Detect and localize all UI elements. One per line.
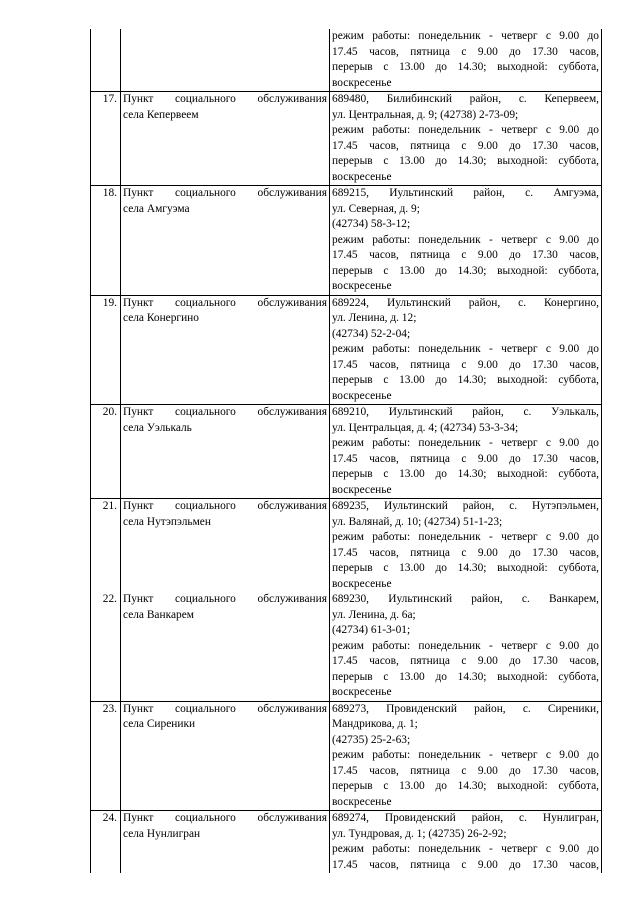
table-row [91, 405, 602, 499]
schedule-line: 17.45 часов, пятница с 9.00 до 17.30 часов, [332, 452, 599, 465]
schedule-line: воскресенье [332, 280, 392, 292]
row-address [330, 29, 602, 92]
address-line: ул. Северная, д. 9; [332, 202, 420, 215]
schedule-line: воскресенье [332, 577, 392, 590]
row-number: 21. [91, 499, 121, 593]
row-name [121, 701, 330, 811]
name-line: села Сиреники [123, 718, 196, 730]
address-line: (42735) 25-2-63; [332, 733, 411, 746]
schedule-line: воскресенье [332, 76, 392, 89]
schedule-line: режим работы: понедельник - четверг с 9.00 до [332, 233, 599, 246]
row-name [121, 186, 330, 296]
row-name [121, 29, 330, 92]
schedule-line: 17.45 часов, пятница с 9.00 до 17.30 часов, [332, 45, 599, 58]
schedule-line: 17.45 часов, пятница с 9.00 до 17.30 часов, [332, 249, 599, 261]
table-row [91, 186, 602, 296]
schedule-line: перерыв с 13.00 до 14.30; выходной: суббота, [332, 468, 599, 480]
row-number: 23. [91, 701, 121, 811]
name-line: Пункт социального обслуживания [123, 187, 327, 199]
row-number: 17. [91, 92, 121, 186]
name-line: Пункт социального обслуживания [123, 702, 327, 715]
row-number [91, 29, 121, 92]
name-line: Пункт социального обслуживания [123, 500, 327, 512]
row-name [121, 592, 330, 701]
row-address [330, 811, 602, 874]
row-name [121, 499, 330, 593]
row-number: 18. [91, 186, 121, 296]
name-line: села Кепервеем [123, 108, 199, 121]
row-number: 22. [91, 592, 121, 701]
schedule-line: режим работы: понедельник - четверг с 9.00 до [332, 437, 599, 449]
schedule-line: режим работы: понедельник - четверг с 9.00 до [332, 639, 599, 652]
name-line: села Амгуэма [123, 202, 190, 215]
schedule-line: перерыв с 13.00 до 14.30; выходной: суббота, [332, 374, 599, 386]
row-number: 20. [91, 405, 121, 499]
schedule-line: 17.45 часов, пятница с 9.00 до 17.30 часов, [332, 858, 599, 871]
address-line: ул. Ленина, д. 12; [332, 312, 417, 324]
name-line: села Нунлигран [123, 827, 201, 840]
schedule-line: 17.45 часов, пятница с 9.00 до 17.30 часов, [332, 358, 599, 371]
address-line: 689235, Иультинский район, с. Нутэпэльмен, [332, 500, 599, 512]
table-row [91, 701, 602, 811]
schedule-line: воскресенье [332, 170, 392, 183]
table-row [91, 92, 602, 186]
schedule-line: режим работы: понедельник - четверг с 9.00 до [332, 30, 599, 42]
schedule-line: перерыв с 13.00 до 14.30; выходной: суббота, [332, 155, 599, 167]
address-line: 689273, Провиденский район, с. Сиреники, [332, 702, 599, 715]
row-address [330, 405, 602, 499]
row-name [121, 405, 330, 499]
schedule-line: воскресенье [332, 389, 392, 402]
address-line: (42734) 52-2-04; [332, 327, 411, 340]
schedule-line: 17.45 часов, пятница с 9.00 до 17.30 часов, [332, 764, 599, 777]
address-line: 689224, Иультинский район, с. Конергино, [332, 296, 599, 309]
row-number: 24. [91, 811, 121, 874]
schedule-line: перерыв с 13.00 до 14.30; выходной: суббота, [332, 562, 599, 574]
row-name [121, 92, 330, 186]
schedule-line: воскресенье [332, 686, 392, 698]
table-row [91, 811, 602, 874]
schedule-line: режим работы: понедельник - четверг с 9.00 до [332, 343, 599, 355]
schedule-line: перерыв с 13.00 до 14.30; выходной: суббота, [332, 61, 599, 73]
schedule-line: 17.45 часов, пятница с 9.00 до 17.30 часов, [332, 139, 599, 152]
name-line: Пункт социального обслуживания [123, 93, 327, 105]
address-line: 689215, Иультинский район, с. Амгуэма, [332, 187, 599, 199]
row-name [121, 811, 330, 874]
row-address [330, 701, 602, 811]
table-row [91, 499, 602, 593]
name-line: села Ванкарем [123, 608, 194, 621]
schedule-line: режим работы: понедельник - четверг с 9.00 до [332, 124, 599, 136]
address-line: ул. Ленина, д. 6а; [332, 608, 416, 621]
address-line: 689480, Билибинский район, с. Кепервеем, [332, 93, 599, 105]
name-line: Пункт социального обслуживания [123, 593, 327, 605]
row-number: 19. [91, 295, 121, 405]
row-address [330, 295, 602, 405]
schedule-line: воскресенье [332, 483, 392, 496]
table-row [91, 295, 602, 405]
schedule-line: перерыв с 13.00 до 14.30; выходной: суббота, [332, 780, 599, 792]
address-line: 689274, Провиденский район, с. Нунлигран, [332, 812, 599, 824]
schedule-line: воскресенье [332, 795, 392, 808]
name-line: села Нутэпэльмен [123, 515, 211, 528]
row-address [330, 592, 602, 701]
address-line: 689230, Иультинский район, с. Ванкарем, [332, 593, 599, 605]
name-line: Пункт социального обслуживания [123, 406, 327, 418]
schedule-line: перерыв с 13.00 до 14.30; выходной: суббота, [332, 670, 599, 683]
schedule-line: 17.45 часов, пятница с 9.00 до 17.30 часов, [332, 655, 599, 667]
name-line: Пункт социального обслуживания [123, 812, 327, 824]
address-line: (42734) 61-3-01; [332, 624, 411, 636]
services-table [90, 29, 602, 873]
name-line: села Конергино [123, 312, 199, 324]
address-line: 689210, Иультинский район, с. Уэлькаль, [332, 406, 599, 418]
address-line: (42734) 58-3-12; [332, 218, 411, 230]
table-row [91, 592, 602, 701]
table-row [91, 29, 602, 92]
name-line: Пункт социального обслуживания [123, 296, 327, 309]
row-name [121, 295, 330, 405]
address-line: ул. Центральцая, д. 4; (42734) 53-3-34; [332, 421, 519, 434]
address-line: ул. Валянай, д. 10; (42734) 51-1-23; [332, 515, 503, 528]
schedule-line: режим работы: понедельник - четверг с 9.00 до [332, 749, 599, 761]
address-line: ул. Тундровая, д. 1; (42735) 26-2-92; [332, 827, 507, 840]
row-address [330, 499, 602, 593]
address-line: ул. Центральная, д. 9; (42738) 2-73-09; [332, 108, 519, 121]
schedule-line: режим работы: понедельник - четверг с 9.00 до [332, 843, 599, 855]
schedule-line: 17.45 часов, пятница с 9.00 до 17.30 часов, [332, 546, 599, 559]
schedule-line: перерыв с 13.00 до 14.30; выходной: суббота, [332, 264, 599, 277]
row-address [330, 92, 602, 186]
address-line: Мандрикова, д. 1; [332, 718, 418, 730]
row-address [330, 186, 602, 296]
schedule-line: режим работы: понедельник - четверг с 9.00 до [332, 531, 599, 543]
name-line: села Уэлькаль [123, 421, 192, 434]
